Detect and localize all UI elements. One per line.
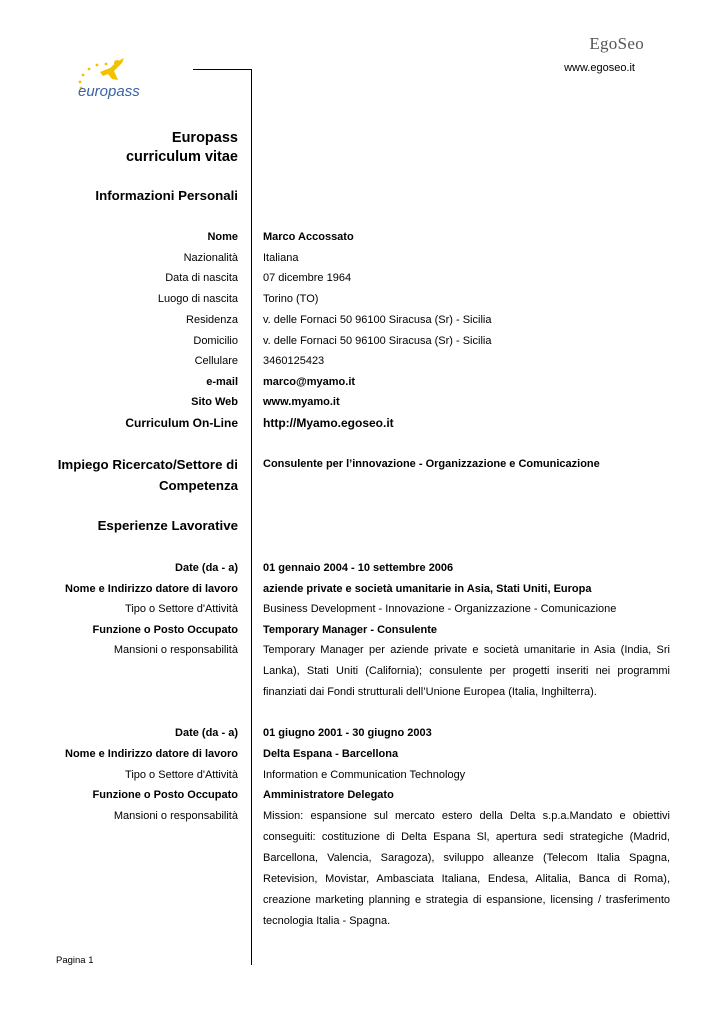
value-birth-place: Torino (TO) — [263, 293, 319, 305]
label-birth-date: Data di nascita — [165, 272, 238, 284]
exp1-position: Temporary Manager - Consulente — [263, 624, 437, 636]
page-number: Pagina 1 — [56, 955, 94, 966]
label-sector: Tipo o Settore d'Attività — [125, 603, 238, 615]
exp2-position: Amministratore Delegato — [263, 789, 394, 801]
label-position: Funzione o Posto Occupato — [92, 624, 238, 636]
value-job-sought: Consulente per l’innovazione - Organizzazione e Comunicazione — [263, 458, 600, 470]
exp2-duties: Mission: espansione sul mercato estero della Delta s.p.a.Mandato e obiettivi conseguiti: costituzione di Delta Espana Sl, apertura sedi strategiche (Madrid, Barcellona, Valencia, Saragoza), sviluppo alleanze (Telecom Italia Spagna, Retevision, Movistar, Ambasciata Italiana, Endesa, Alitalia, Banca di Roma), creazione marketing planning e strategia di espansione, licensing / trasferimento tecnologia Italia - Spagna. — [263, 810, 670, 927]
exp1-dates: 01 gennaio 2004 - 10 settembre 2006 — [263, 562, 454, 574]
exp2-employer: Delta Espana - Barcellona — [263, 748, 399, 760]
label-duties: Mansioni o responsabilità — [113, 810, 238, 822]
label-name: Nome — [207, 231, 238, 243]
section-heading-experience: Esperienze Lavorative — [97, 518, 238, 533]
label-employer: Nome e Indirizzo datore di lavoro — [65, 748, 238, 760]
svg-text:europass — [78, 83, 140, 100]
value-domicile: v. delle Fornaci 50 96100 Siracusa (Sr) - Sicilia — [263, 335, 492, 347]
exp1-sector: Business Development - Innovazione - Organizzazione - Comunicazione — [263, 603, 617, 615]
value-residence: v. delle Fornaci 50 96100 Siracusa (Sr) - Sicilia — [263, 314, 492, 326]
exp2-sector: Information e Communication Technology — [263, 769, 466, 781]
value-cv-online-link[interactable]: http://Myamo.egoseo.it — [263, 416, 394, 430]
value-nationality: Italiana — [263, 252, 299, 264]
section-heading-job-line2: Competenza — [158, 478, 238, 493]
value-website-link[interactable]: www.myamo.it — [263, 396, 340, 408]
column-divider — [251, 69, 252, 965]
label-domicile: Domicilio — [193, 335, 238, 347]
cv-title-line2: curriculum vitae — [125, 149, 238, 165]
exp2-dates: 01 giugno 2001 - 30 giugno 2003 — [263, 727, 432, 739]
section-heading-personal: Informazioni Personali — [95, 188, 238, 203]
label-birth-place: Luogo di nascita — [157, 293, 238, 305]
cv-title-line1: Europass — [171, 130, 238, 146]
value-name: Marco Accossato — [263, 231, 354, 243]
label-email: e-mail — [206, 376, 238, 388]
label-nationality: Nazionalità — [183, 252, 238, 264]
exp1-duties: Temporary Manager per aziende private e società umanitarie in Asia (India, Sri Lanka), Stati Uniti (California); consulente per progetti inseriti nei programmi finanziati dai Fondi strutturali dell’Unione Europea (Italia, Inghilterra). — [263, 644, 670, 698]
label-sector: Tipo o Settore d'Attività — [125, 769, 238, 781]
header-rule — [193, 69, 251, 70]
egoseo-brand: EgoSeo — [589, 34, 644, 53]
exp1-employer: aziende private e società umanitarie in Asia, Stati Uniti, Europa — [263, 583, 592, 595]
value-email-link[interactable]: marco@myamo.it — [263, 376, 356, 388]
label-residence: Residenza — [186, 314, 238, 326]
label-position: Funzione o Posto Occupato — [92, 789, 238, 801]
value-birth-date: 07 dicembre 1964 — [263, 272, 352, 284]
section-heading-job-line1: Impiego Ricercato/Settore di — [57, 457, 238, 472]
label-website: Sito Web — [191, 396, 238, 408]
label-employer: Nome e Indirizzo datore di lavoro — [65, 583, 238, 595]
figure-icon — [100, 58, 124, 80]
europass-logo — [70, 52, 162, 100]
brand-url[interactable]: www.egoseo.it — [564, 62, 635, 74]
label-dates: Date (da - a) — [175, 562, 238, 574]
label-cv-online: Curriculum On-Line — [125, 416, 238, 430]
value-mobile: 3460125423 — [263, 355, 325, 367]
logo-text: europass — [78, 83, 140, 100]
label-duties: Mansioni o responsabilità — [113, 644, 238, 656]
label-mobile: Cellulare — [194, 355, 238, 367]
label-dates: Date (da - a) — [175, 727, 238, 739]
